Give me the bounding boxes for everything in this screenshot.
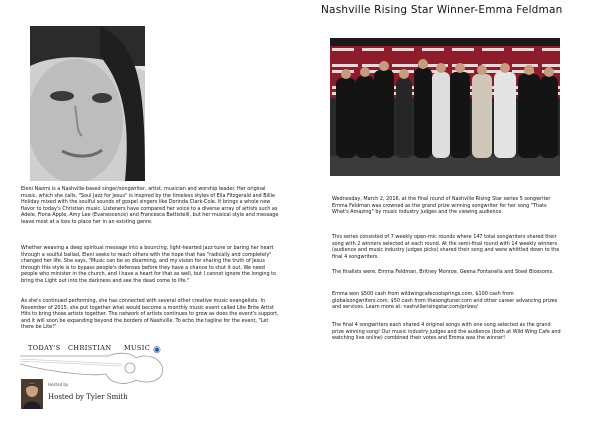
bio-paragraph: As she's continued performing, she has connected with several other creative music evangelists. In November of 2015, she put together what would become a monthly music event called Lite Brite Artist Hits to bring those artists together. The network of artists continues to grow as does the event's support, and it will soon be expanding beyond the borders of Nashville. To echo the tagline for the event, "Let there be Lite!" [21, 298, 279, 331]
article-paragraph: Wednesday, March 2, 2016, at the final round of Nashville Rising Star series 5 songwriter Emma Feldman was crowned as the grand prize winning songwriter for her song "Thats What's Amazing" by music industry judges and the viewing audience. [332, 196, 551, 216]
article-paragraph: Emma won $500 cash from wildwingcafecoolsprings.com, $100 cash from globalsongwriters.com, $50 cash from thesongtuner.com and other career advancing prizes and services. Learn more at: nashvillerisingstar.com/prizes/ [332, 291, 558, 311]
article-paragraph: This series consisted of 7 weekly open-mic rounds where 147 total songwriters shared their song with 2 winners selected at each round. At the semi-final round with 14 weekly winners (audience and music industry judges picks) shared their song and were whittled down to the final 4 songwriters. [332, 234, 560, 260]
bio-paragraph: Whether weaving a deep spiritual message into a bouncing, light-hearted jazz tune or baring her heart through a soulful ballad, Eleni seeks to reach others with the hope that has "radically and completely" changed her life. She says, "Music can be so disarming, and my vision for sharing the truth of Jesus through this style is to bypass people's defenses before they have a chance to shut it out. We need people who minister in the church, and I have a heart for that as well, but I cannot ignore the longing to bring the Light out into the darkness and see the dead come to life." [21, 245, 277, 284]
host-name: Hosted by Tyler Smith [48, 393, 128, 401]
article-title: Nashville Rising Star Winner-Emma Feldman [321, 4, 563, 16]
host-photo [21, 379, 43, 409]
bio-paragraph: Eleni Naomi is a Nashville-based singer/songwriter, artist, musician and worship leader. Her original music, which she calls, "Soul Jazz for Jesus" is inspired by the timeless styles of Ella Fitzgerald and Billie Holiday mixed with the soulful sounds of gospel singers like Dorinda Clark-Cole. It brings a whole new flavor to today's Christian music. Listeners have compared her voice to a diverse array of artists such as Adele, Fiona Apple, Amy Lee (Evanescence) and Francesca Battistelli, but her musical style and message leave most at a loss to place her in an existing genre. [21, 186, 279, 225]
logo-word: TODAY'S [28, 344, 61, 352]
winners-group-photo [330, 38, 560, 176]
artist-portrait [30, 26, 145, 181]
article-paragraph: The finalists were, Emma Feldman, Britney Monroe, Geena Fontanella and Steel Blossoms. [332, 269, 554, 275]
right-page [300, 0, 600, 424]
host-caption: Hosted by [48, 382, 69, 387]
logo-word: CHRISTIAN [68, 344, 112, 352]
article-paragraph: The final 4 songwriters each shared 4 original songs with one song selected as the grand prize winning song! Our music industry judges and the audience (both at Wild Wing Cafe and watching live online) combined their votes and Emma was the winner! [332, 322, 561, 342]
logo-word: MUSIC [124, 344, 151, 352]
broadcast-icon: ◉ [153, 345, 161, 355]
